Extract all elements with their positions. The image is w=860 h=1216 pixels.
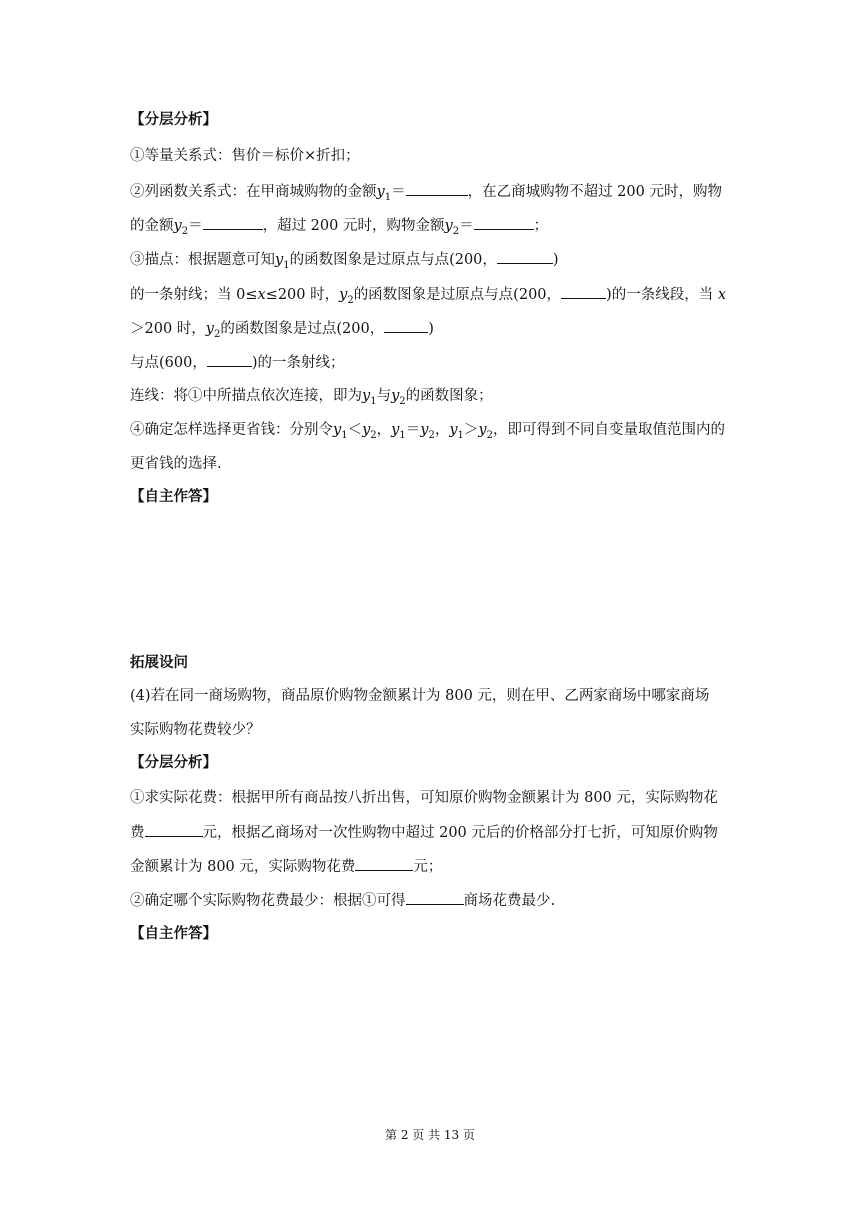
analysis-title-2: 【分层分析】 bbox=[130, 755, 217, 771]
answer-blank bbox=[406, 890, 464, 905]
analysis-title-1: 【分层分析】 bbox=[130, 112, 217, 128]
answer-blank bbox=[355, 856, 413, 871]
answer-blank bbox=[145, 822, 203, 837]
extension-title: 拓展设问 bbox=[130, 655, 188, 671]
answer-title-1: 【自主作答】 bbox=[130, 489, 217, 505]
question-4-line-1: (4)若在同一商场购物，商品原价购物金额累计为 800 元，则在甲、乙两家商场中哪家商场 bbox=[130, 688, 710, 704]
step-4-line-2: 更省钱的选择. bbox=[130, 456, 222, 472]
answer-blank bbox=[406, 181, 468, 196]
step-4-line-1: ④确定怎样选择更省钱：分别令$y_1<y_2$，$y_1=y_2$，$y_1>y_2$，即可得到不同自变量取值范围内的 bbox=[130, 422, 725, 441]
step-1-text: ①等量关系式：售价＝标价×折扣； bbox=[130, 148, 360, 164]
answer-blank bbox=[561, 284, 606, 299]
answer-blank bbox=[497, 249, 553, 264]
step-3-line-3: ＞200 时，$y_2$的函数图象是过点(200， ) bbox=[130, 318, 434, 339]
question-4-line-2: 实际购物花费较少？ bbox=[130, 722, 261, 738]
ext-step-1-line-1: ①求实际花费：根据甲所有商品按八折出售，可知原价购物金额累计为 800 元，实际购物花 bbox=[130, 790, 718, 806]
answer-blank bbox=[384, 318, 428, 333]
step-3-line-1: ③描点：根据题意可知$y_1$的函数图象是过原点与点(200， ) bbox=[130, 249, 559, 270]
page-footer: 第 2 页 共 13 页 bbox=[385, 1128, 475, 1142]
answer-title-2: 【自主作答】 bbox=[130, 926, 217, 942]
answer-blank bbox=[474, 215, 534, 230]
step-3-line-2: 的一条射线；当 0≤x≤200 时，$y_2$的函数图象是过原点与点(200， )的一条线段，当 x bbox=[130, 284, 726, 305]
step-2-line-1: ②列函数关系式：在甲商城购物的金额$y_1=$ ，在乙商城购物不超过 200 元时，购物 bbox=[130, 181, 722, 202]
ext-step-2-line: ②确定哪个实际购物花费最少：根据①可得 商场花费最少. bbox=[130, 890, 555, 911]
answer-blank bbox=[203, 215, 263, 230]
answer-blank bbox=[207, 352, 252, 367]
ext-step-1-line-3: 金额累计为 800 元，实际购物花费 元； bbox=[130, 856, 442, 877]
ext-step-1-line-2: 费 元，根据乙商场对一次性购物中超过 200 元后的价格部分打七折，可知原价购物 bbox=[130, 822, 718, 843]
connect-line: 连线：将①中所描点依次连接，即为$y_1$与$y_2$的函数图象； bbox=[130, 388, 493, 407]
step-2-line-2: 的金额$y_2=$ ，超过 200 元时，购物金额$y_2=$ ； bbox=[130, 215, 548, 236]
step-3-line-4: 与点(600， )的一条射线； bbox=[130, 352, 345, 373]
